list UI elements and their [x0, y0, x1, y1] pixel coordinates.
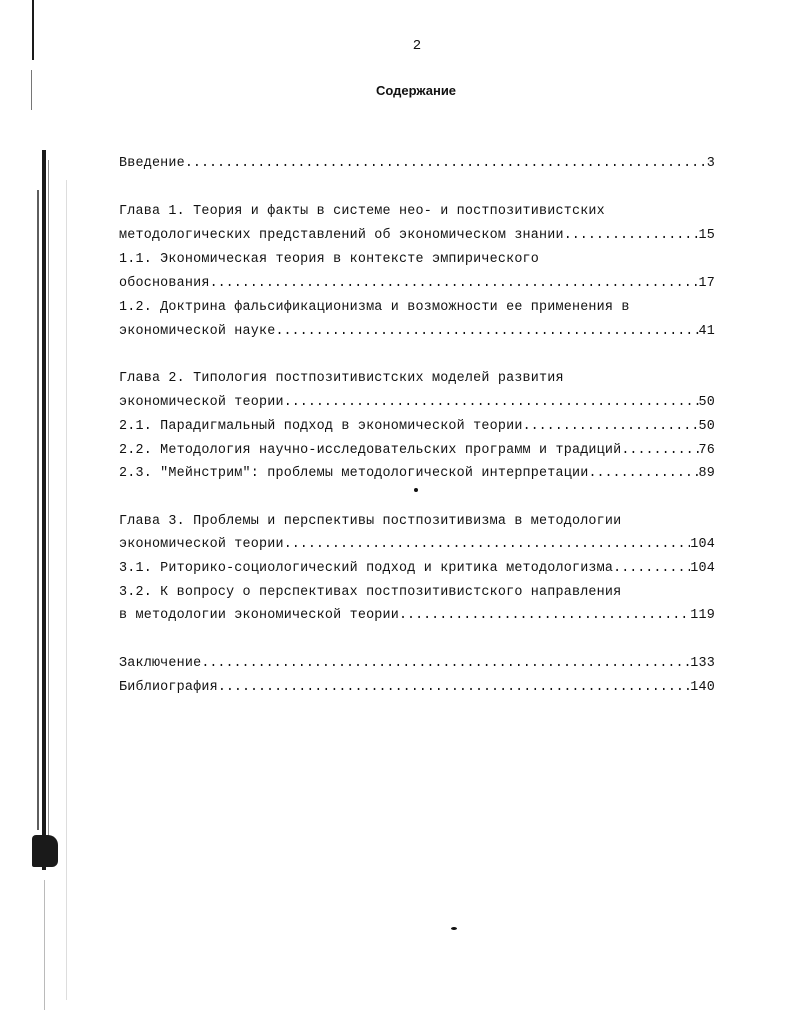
toc-entry-page: 140	[690, 680, 715, 695]
toc-entry-chapter-3-cont	[119, 537, 715, 557]
toc-entry-section-3-2	[119, 585, 715, 605]
toc-entry-title: 3.2. К вопросу о перспективах постпозитивистского направления	[119, 585, 622, 600]
toc-entry-title: Введение	[119, 156, 185, 171]
toc-entry-title: Библиография	[119, 680, 218, 695]
scan-speck	[451, 927, 457, 930]
toc-entry-page: 76	[698, 443, 715, 458]
toc-entry-title: обоснования	[119, 276, 210, 291]
toc-entry-page: 50	[698, 395, 715, 410]
toc-entry-page: 3	[706, 156, 715, 171]
toc-entry-title: 1.2. Доктрина фальсификационизма и возможности ее применения в	[119, 300, 630, 315]
toc-heading: Содержание	[375, 83, 457, 98]
page-number: 2	[412, 38, 422, 54]
toc-entry-page: 104	[690, 561, 715, 576]
toc-entry-title: 2.2. Методология научно-исследовательских программ и традиций	[119, 443, 622, 458]
toc-entry-chapter-2	[119, 371, 715, 391]
toc-entry-title: 2.1. Парадигмальный подход в экономической теории	[119, 419, 523, 434]
toc-entry-chapter-3	[119, 514, 715, 534]
toc-entry-title: методологических представлений об экономическом знании	[119, 228, 564, 243]
toc-entry-conclusion	[119, 656, 715, 676]
toc-entry-page: 50	[698, 419, 715, 434]
toc-entry-title: экономической науке	[119, 324, 276, 339]
toc-leader-dots	[218, 680, 690, 695]
toc-entry-section-1-2	[119, 300, 715, 320]
toc-leader-dots	[284, 395, 699, 410]
toc-entry-section-1-1	[119, 252, 715, 272]
toc-entry-page: 104	[690, 537, 715, 552]
toc-entry-bibliography	[119, 680, 715, 700]
toc-leader-dots	[399, 608, 690, 623]
toc-entry-page: 41	[698, 324, 715, 339]
toc-entry-title: Глава 3. Проблемы и перспективы постпозитивизма в методологии	[119, 514, 622, 529]
toc-entry-title: в методологии экономической теории	[119, 608, 400, 623]
toc-entry-page: 133	[690, 656, 715, 671]
toc-entry-title: 1.1. Экономическая теория в контексте эмпирического	[119, 252, 540, 267]
toc-entry-page: 15	[698, 228, 715, 243]
toc-leader-dots	[621, 443, 698, 458]
toc-entry-section-2-2	[119, 443, 715, 463]
toc-entry-title: 3.1. Риторико-социологический подход и критика методологизма	[119, 561, 614, 576]
scan-speck	[414, 488, 418, 492]
toc-leader-dots	[284, 537, 691, 552]
toc-entry-section-3-1	[119, 561, 715, 581]
toc-entry-chapter-2-cont	[119, 395, 715, 415]
toc-entry-page: 17	[698, 276, 715, 291]
toc-entry-title: экономической теории	[119, 395, 284, 410]
toc-entry-chapter-1-cont	[119, 228, 715, 248]
toc-leader-dots	[210, 276, 699, 291]
toc-leader-dots	[523, 419, 699, 434]
toc-leader-dots	[185, 156, 707, 171]
toc-leader-dots	[613, 561, 690, 576]
toc-leader-dots	[564, 228, 699, 243]
toc-entry-section-1-2-cont	[119, 324, 715, 344]
toc-entry-introduction	[119, 156, 715, 176]
toc-leader-dots	[275, 324, 698, 339]
toc-entry-page: 119	[690, 608, 715, 623]
toc-entry-title: 2.3. "Мейнстрим": проблемы методологической интерпретации	[119, 466, 589, 481]
toc-entry-title: Заключение	[119, 656, 202, 671]
toc-leader-dots	[201, 656, 690, 671]
toc-entry-section-1-1-cont	[119, 276, 715, 296]
toc-leader-dots	[588, 466, 698, 481]
toc-entry-section-2-3	[119, 466, 715, 486]
toc-entry-chapter-1	[119, 204, 715, 224]
toc-entry-section-3-2-cont	[119, 608, 715, 628]
binding-edge-artifact	[28, 0, 78, 1023]
toc-entry-title: Глава 2. Типология постпозитивистских моделей развития	[119, 371, 564, 386]
toc-entry-title: Глава 1. Теория и факты в системе нео- и постпозитивистских	[119, 204, 605, 219]
toc-entry-page: 89	[698, 466, 715, 481]
toc-entry-title: экономической теории	[119, 537, 284, 552]
toc-entry-section-2-1	[119, 419, 715, 439]
